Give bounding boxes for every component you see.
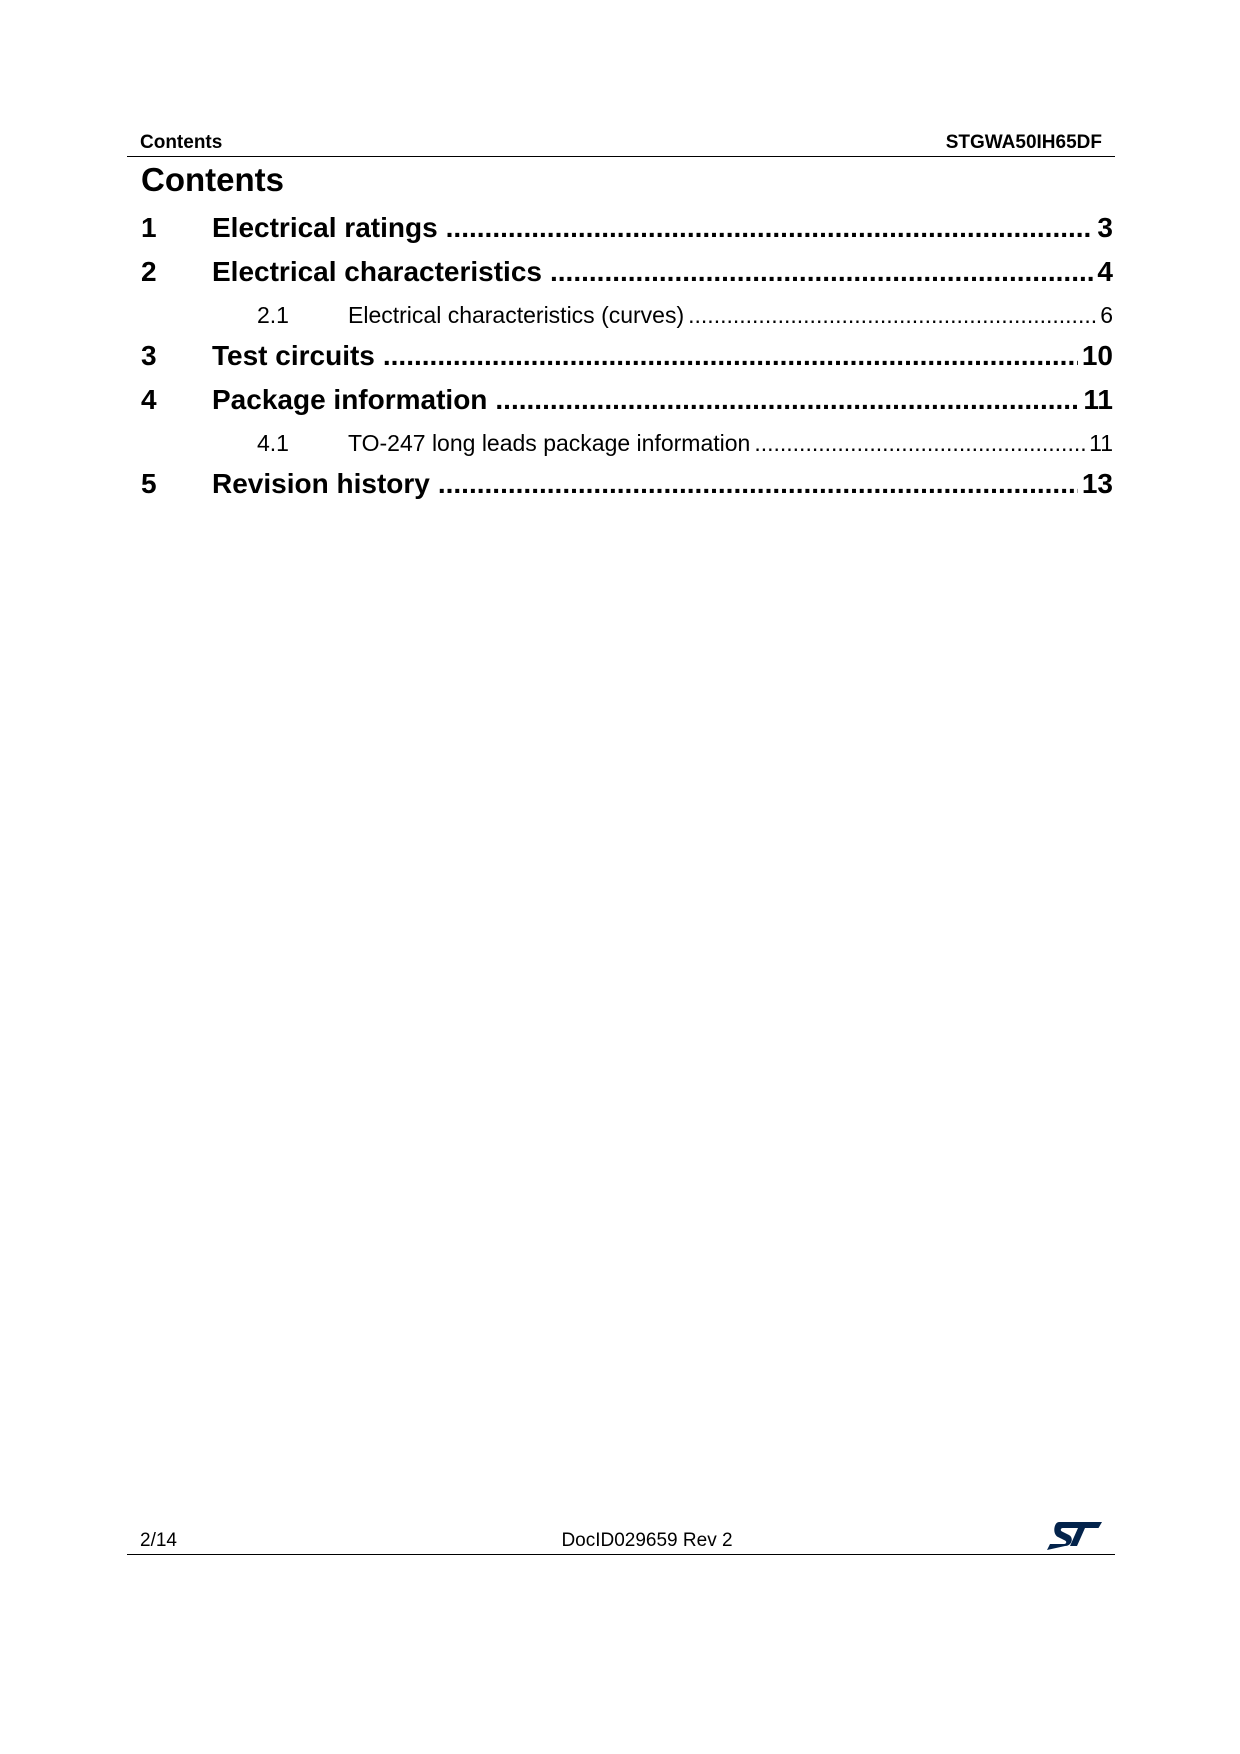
- toc-entry-page: 4: [1097, 256, 1113, 287]
- toc-leader-dots: [446, 210, 1094, 246]
- toc-entry-number: 5: [141, 468, 157, 499]
- toc-entry-test-circuits[interactable]: [141, 338, 1113, 374]
- toc-entry-label: Electrical characteristics: [212, 256, 542, 287]
- toc-entry-number: 3: [141, 340, 157, 371]
- toc-entry-page: 13: [1081, 468, 1113, 499]
- toc-entry-page: 10: [1081, 340, 1113, 371]
- toc-leader-dots: [754, 428, 1086, 458]
- header-product-name: STGWA50IH65DF: [945, 132, 1102, 153]
- toc-entry-page: 11: [1089, 430, 1113, 456]
- toc-entry-number: 2: [141, 256, 157, 287]
- toc-entry-number: 4: [141, 384, 157, 415]
- toc-entry-page: 3: [1097, 212, 1113, 243]
- toc-title: Contents: [141, 161, 284, 198]
- toc-entry-electrical-characteristics[interactable]: [141, 254, 1113, 290]
- page-header: [127, 130, 1115, 157]
- toc-entry-label: TO-247 long leads package information: [348, 430, 751, 456]
- header-section-label: Contents: [140, 132, 223, 153]
- toc-entry-label: Revision history: [212, 468, 430, 499]
- footer-page-number: 2/14: [140, 1530, 177, 1551]
- page-footer: [127, 1524, 1115, 1555]
- toc-leader-dots: [438, 466, 1078, 502]
- toc-entry-package-information[interactable]: [141, 382, 1113, 418]
- toc-entry-label: Test circuits: [212, 340, 375, 371]
- st-logo-shape: [1047, 1522, 1102, 1550]
- toc-entry-number: 2.1: [257, 302, 289, 328]
- toc-leader-dots: [688, 300, 1097, 330]
- toc-entry-label: Package information: [212, 384, 488, 415]
- toc-entry-electrical-characteristics-curves[interactable]: [141, 300, 1113, 330]
- toc-entry-page: 11: [1083, 384, 1113, 415]
- toc-entry-label: Electrical ratings: [212, 212, 438, 243]
- toc-entry-electrical-ratings[interactable]: [141, 210, 1113, 246]
- st-logo-icon: [1045, 1520, 1103, 1552]
- toc-leader-dots: [495, 382, 1079, 418]
- toc-leader-dots: [550, 254, 1093, 290]
- toc-entry-to247-package-information[interactable]: [141, 428, 1113, 458]
- toc-entry-label: Electrical characteristics (curves): [348, 302, 685, 328]
- toc-entry-number: 1: [141, 212, 157, 243]
- toc-entry-number: 4.1: [257, 430, 289, 456]
- footer-doc-id: DocID029659 Rev 2: [561, 1530, 733, 1551]
- toc-leader-dots: [383, 338, 1078, 374]
- toc-entry-revision-history[interactable]: [141, 466, 1113, 502]
- toc-entry-page: 6: [1100, 302, 1113, 328]
